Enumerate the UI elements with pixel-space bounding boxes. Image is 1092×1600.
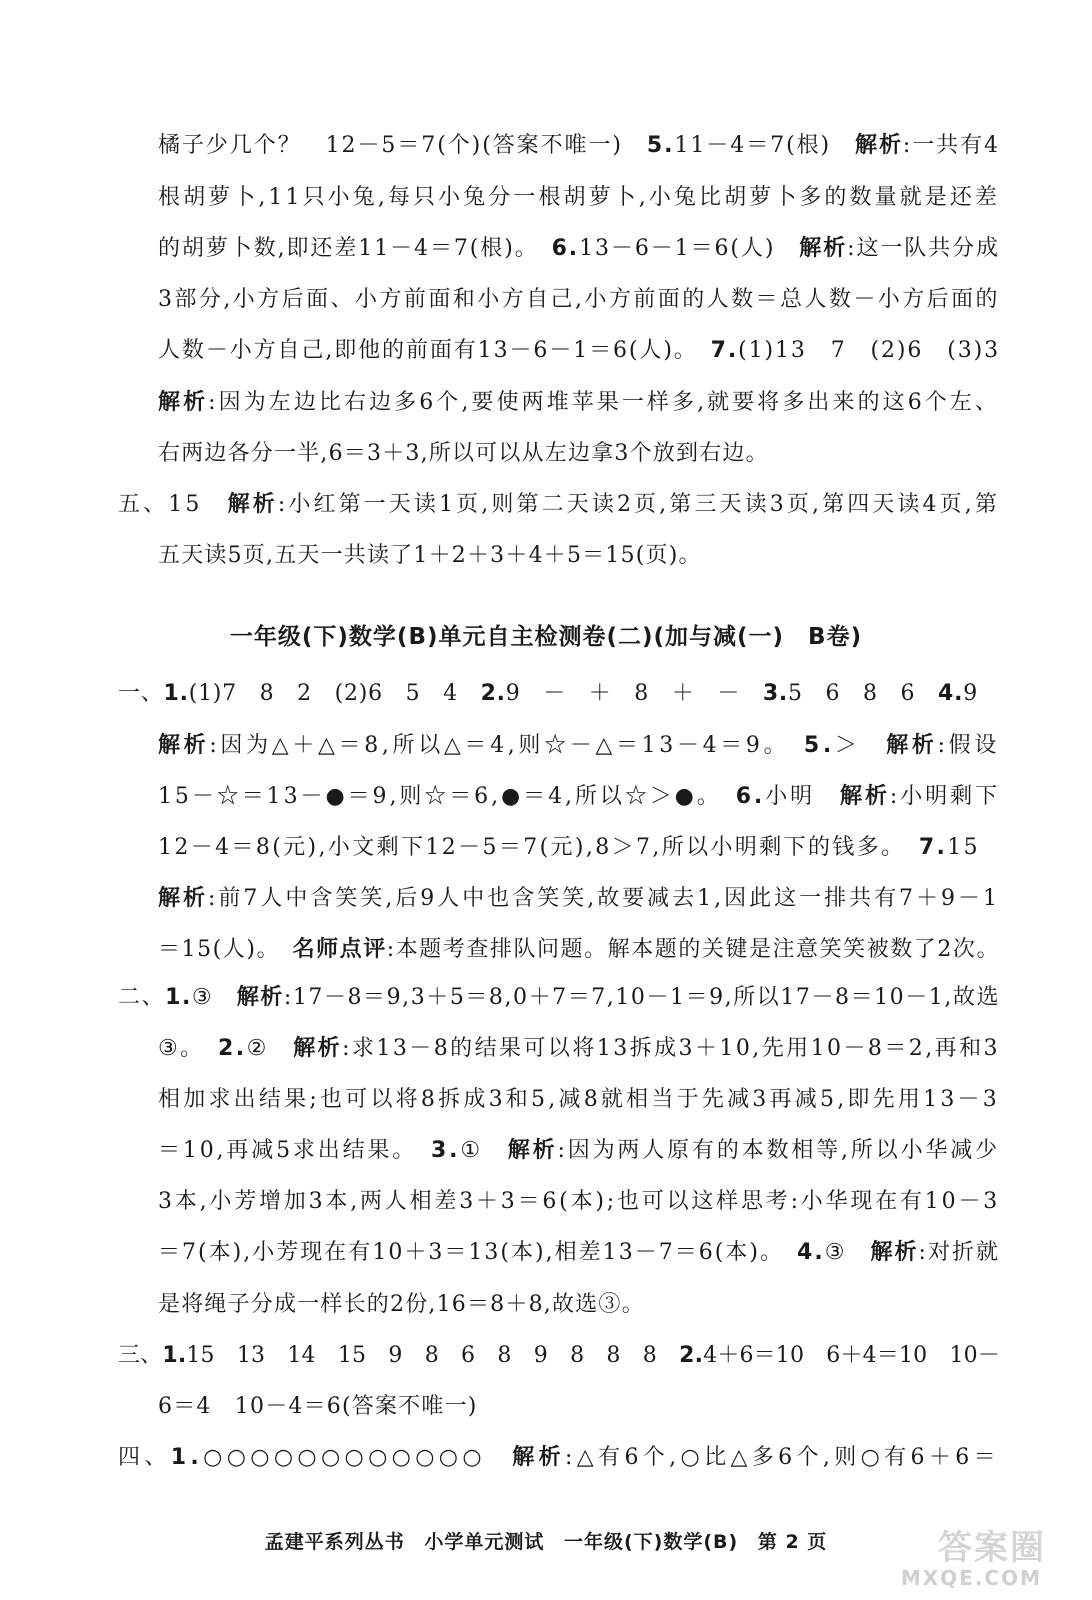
text-segment: :前7人中含笑笑,后9人中也含笑笑,故要减去1,因此这一排共有7＋9－1 xyxy=(207,886,1000,911)
text-line xyxy=(158,285,1000,315)
bold-label: 4. xyxy=(938,681,964,706)
bold-label: 2. xyxy=(679,1343,704,1368)
bold-label: 6. xyxy=(735,784,766,809)
text-segment: :对折就 xyxy=(918,1240,1001,1265)
text-segment: :因为两人原有的本数相等,所以小华减少 xyxy=(557,1138,1000,1163)
bold-label: 解析 xyxy=(840,784,890,809)
text-segment: 五天读5页,五天一共读了1＋2＋3＋4＋5＝15(页)。 xyxy=(158,543,702,568)
text-line xyxy=(158,1034,1000,1064)
footer-series: 孟建平系列丛书 xyxy=(264,1531,405,1553)
text-line xyxy=(118,490,1000,520)
bold-label: 1. xyxy=(165,985,192,1010)
text-segment: 3本,小芳增加3本,两人相差3＋3＝6(本);也可以这样思考:小华现在有10－3 xyxy=(158,1189,1000,1214)
text-segment: 四、 xyxy=(118,1445,171,1470)
text-line xyxy=(158,782,1000,812)
bold-label: 解析 xyxy=(512,1445,566,1470)
text-segment: 13－6－1＝6(人) xyxy=(579,236,800,261)
text-segment: ③。 xyxy=(158,1036,219,1061)
text-segment: 6＝4 10－4＝6(答案不唯一) xyxy=(158,1394,478,1419)
text-segment: :因为△＋△＝8,所以△＝4,则☆－△＝13－4＝9。 xyxy=(209,733,804,758)
text-line xyxy=(158,1085,1000,1115)
bold-label: 1. xyxy=(162,1343,187,1368)
text-line xyxy=(158,1187,1000,1217)
watermark-text: 答案圈 xyxy=(938,1528,1046,1568)
text-line xyxy=(158,1238,1000,1268)
text-line xyxy=(158,388,1000,418)
text-segment: 一、 xyxy=(118,681,164,706)
text-line xyxy=(118,1341,1000,1371)
text-segment: 15 xyxy=(947,835,980,860)
bold-label: 5. xyxy=(803,733,835,758)
footer-grade: 一年级(下)数学(B) xyxy=(563,1531,739,1553)
text-segment: 二、 xyxy=(118,985,166,1010)
text-segment: ＝15(人)。 xyxy=(158,937,293,962)
text-segment: ① xyxy=(460,1138,508,1163)
bold-label: 7. xyxy=(918,835,948,860)
text-segment: ＝7(本),小芳现在有10＋3＝13(本),相差13－7＝6(本)。 xyxy=(158,1240,798,1265)
text-segment: (1)7 8 2 (2)6 5 4 xyxy=(188,681,481,706)
text-segment: ② xyxy=(246,1036,294,1061)
text-segment: :求13－8的结果可以将13拆成3＋10,先用10－8＝2,再和3 xyxy=(342,1036,1000,1061)
text-line xyxy=(158,541,702,571)
bold-label: 4. xyxy=(797,1240,825,1265)
bold-label: 3. xyxy=(762,681,789,706)
text-line xyxy=(158,1136,1000,1166)
text-segment: 相加求出结果;也可以将8拆成3和5,减8就相当于先减3再减5,即先用13－3 xyxy=(158,1087,1000,1112)
text-segment: 三、 xyxy=(118,1343,163,1368)
text-line xyxy=(158,131,1000,161)
text-line xyxy=(158,935,1000,965)
text-line xyxy=(158,234,1000,264)
bold-label: 解析 xyxy=(158,390,209,415)
bold-label: 解析 xyxy=(236,985,284,1010)
text-segment: :小红第一天读1页,则第二天读2页,第三天读3页,第四天读4页,第 xyxy=(277,492,1000,517)
text-segment: 人数－小方自己,即他的前面有13－6－1＝6(人)。 xyxy=(158,338,711,363)
bold-label: 5. xyxy=(646,133,675,158)
text-line xyxy=(118,679,978,709)
text-line xyxy=(118,983,1000,1013)
text-segment: 的胡萝卜数,即还差11－4＝7(根)。 xyxy=(158,236,552,261)
watermark-logo xyxy=(900,1520,1056,1590)
text-line xyxy=(158,183,1000,213)
text-segment: 4＋6＝10 6＋4＝10 10－ xyxy=(703,1343,1000,1368)
bold-label: 解析 xyxy=(507,1138,558,1163)
text-segment: ＞ xyxy=(834,733,887,758)
text-segment: 11－4＝7(根) xyxy=(674,133,855,158)
text-segment: :△有6个,○比△多6个,则○有6＋6＝ xyxy=(565,1445,1000,1470)
text-line xyxy=(158,439,769,469)
text-segment: 3部分,小方后面、小方前面和小方自己,小方前面的人数＝总人数－小方后面的 xyxy=(158,287,1000,312)
bold-label: 1. xyxy=(163,681,189,706)
text-segment: 9 － ＋ 8 ＋ － xyxy=(505,681,763,706)
footer-page-number: 第 2 页 xyxy=(757,1531,828,1553)
text-segment: 五、15 xyxy=(118,492,228,517)
text-line xyxy=(158,833,980,863)
text-segment: 是将绳子分成一样长的2份,16＝8＋8,故选③。 xyxy=(158,1292,645,1317)
bold-label: 解析 xyxy=(799,236,848,261)
text-segment: 5 6 8 6 xyxy=(788,681,939,706)
text-segment: 根胡萝卜,11只小兔,每只小兔分一根胡萝卜,小兔比胡萝卜多的数量就是还差 xyxy=(158,185,1000,210)
text-segment: 右两边各分一半,6＝3＋3,所以可以从左边拿3个放到右边。 xyxy=(158,441,769,466)
footer-book: 小学单元测试 xyxy=(424,1531,545,1553)
text-line xyxy=(158,1290,645,1320)
bold-label: 2. xyxy=(480,681,506,706)
text-segment: ③ xyxy=(824,1240,871,1265)
text-line xyxy=(118,1443,1000,1473)
bold-label: 解析 xyxy=(158,733,210,758)
bold-label: 3. xyxy=(431,1138,461,1163)
bold-label: 6. xyxy=(551,236,580,261)
text-segment: :因为左边比右边多6个,要使两堆苹果一样多,就要将多出来的这6个左、 xyxy=(208,390,1000,415)
text-segment: 小明 xyxy=(765,784,841,809)
text-segment: ＝10,再减5求出结果。 xyxy=(158,1138,431,1163)
text-segment: 橘子少几个？ 12－5＝7(个)(答案不唯一) xyxy=(158,133,647,158)
text-segment: :小明剩下 xyxy=(889,784,1001,809)
text-line xyxy=(158,884,1000,914)
bold-label: 解析 xyxy=(870,1240,919,1265)
text-segment: 9 xyxy=(963,681,978,706)
bold-label: 解析 xyxy=(227,492,278,517)
text-segment: ○○○○○○○○○○○○ xyxy=(203,1445,513,1470)
bold-label: 2. xyxy=(218,1036,247,1061)
text-line xyxy=(158,731,1000,761)
bold-label: 解析 xyxy=(158,886,208,911)
bold-label: 1. xyxy=(170,1445,204,1470)
text-segment: ③ xyxy=(191,985,237,1010)
text-segment: 15 13 14 15 9 8 6 8 9 8 8 8 xyxy=(186,1343,680,1368)
text-segment: :假设 xyxy=(937,733,1000,758)
text-segment: 12－4＝8(元),小文剩下12－5＝7(元),8＞7,所以小明剩下的钱多。 xyxy=(158,835,919,860)
bold-label: 名师点评 xyxy=(292,937,387,962)
text-line xyxy=(158,336,1000,366)
text-segment: :17－8＝9,3＋5＝8,0＋7＝7,10－1＝9,所以17－8＝10－1,故选 xyxy=(283,985,1000,1010)
text-segment: :本题考查排队问题。解本题的关键是注意笑笑被数了2次。 xyxy=(386,937,1000,962)
bold-label: 解析 xyxy=(293,1036,343,1061)
text-segment: (1)13 7 (2)6 (3)3 xyxy=(738,338,1000,363)
watermark-url: MXQE.COM xyxy=(900,1566,1042,1590)
text-line xyxy=(158,1392,478,1422)
bold-label: 7. xyxy=(710,338,739,363)
section-title: 一年级(下)数学(B)单元自主检测卷(二)(加与减(一) B卷) xyxy=(229,624,863,650)
text-segment: :这一队共分成 xyxy=(847,236,1000,261)
bold-label: 解析 xyxy=(886,733,938,758)
bold-label: 解析 xyxy=(855,133,903,158)
text-segment: 15－☆＝13－●＝9,则☆＝6,●＝4,所以☆＞●。 xyxy=(158,784,736,809)
text-segment: :一共有4 xyxy=(902,133,1000,158)
